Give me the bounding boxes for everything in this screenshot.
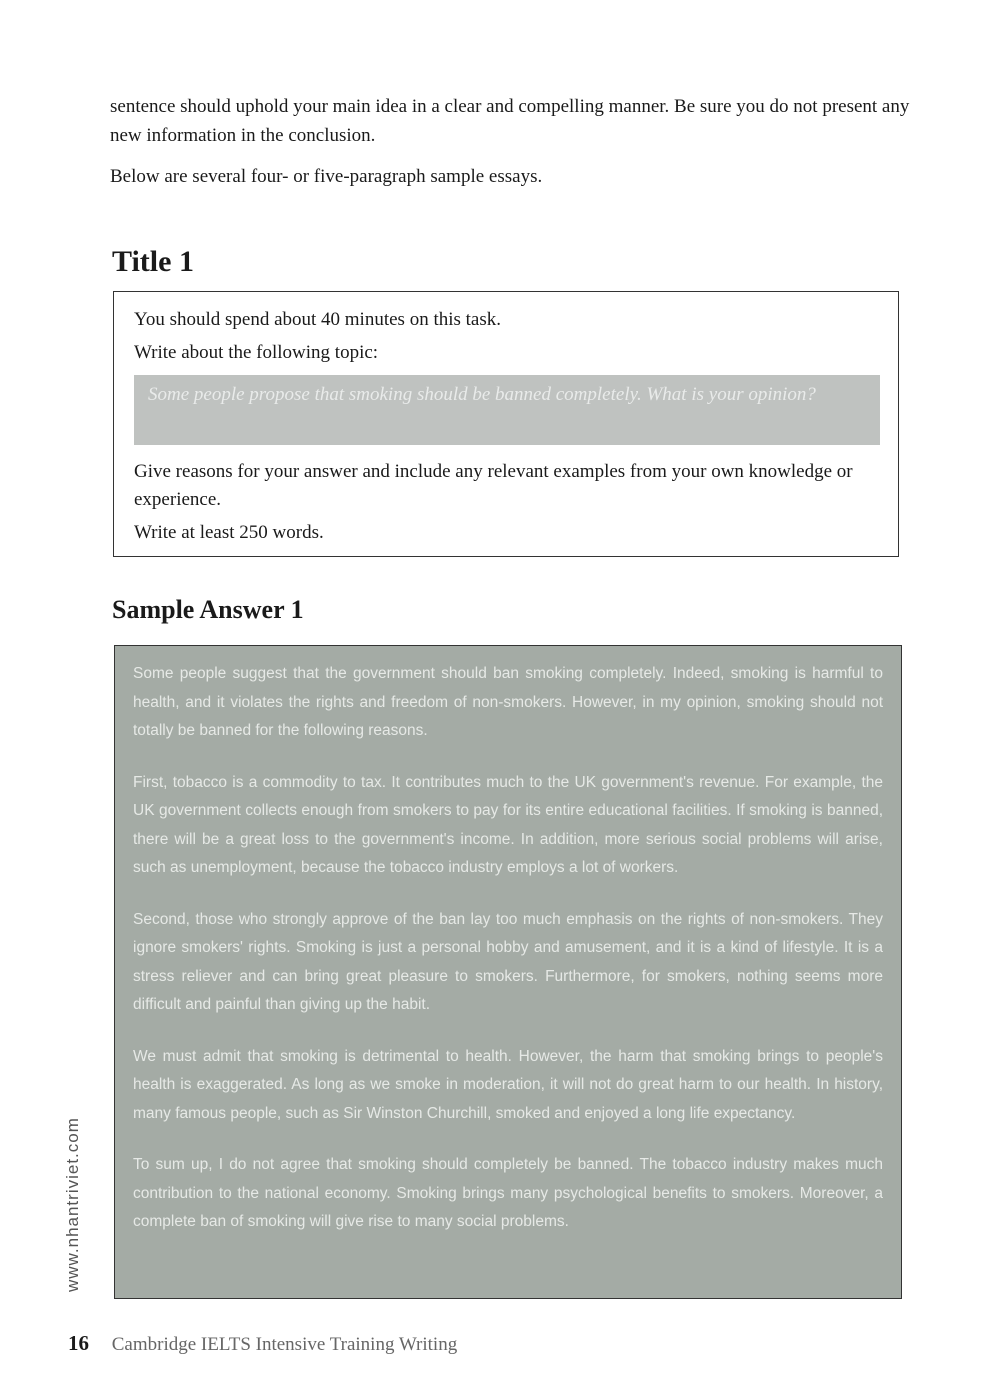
answer-paragraph-3: Second, those who strongly approve of the ban lay too much emphasis on the rights of non-smokers. They ignore smokers' rights. Smoking is just a personal hobby and amusement, and it is a kind of lifestyle. It is a stress reliever and can bring great pleasure to smokers. Furthermore, for smokers, nothing seems more difficult and painful than giving up the habit. [133,910,883,1013]
answer-paragraph-4: We must admit that smoking is detrimental to health. However, the harm that smoking brings to people's health is exaggerated. As long as we smoke in moderation, it will not do great harm to our health. In history, many famous people, such as Sir Winston Churchill, smoked and enjoyed a long life expectancy. [133,1047,883,1122]
answer-paragraph-2: First, tobacco is a commodity to tax. It contributes much to the UK government's revenue. For example, the UK government collects enough from smokers to pay for its entire educational facilities. If smoking is banned, there will be a great loss to the government's income. In addition, more serious social problems will arise, such as unemployment, because the tobacco industry employs a lot of workers. [133,773,883,876]
task-word-count: Write at least 250 words. [134,522,324,543]
answer-paragraph-1: Some people suggest that the government should ban smoking completely. Indeed, smoking is harmful to health, and it violates the rights and freedom of non-smokers. However, in my opinion, smoking should not totally be banned for the following reasons. [133,665,883,739]
intro-text [110,92,910,191]
task-box [113,291,899,557]
intro-below: Below are several four- or five-paragraph sample essays. [110,166,543,187]
task-reasons: Give reasons for your answer and include any relevant examples from your own knowledge or experience. [134,461,853,510]
task-time: You should spend about 40 minutes on this task. [134,309,502,330]
page-number: 16 [68,1331,89,1355]
topic-box: Some people propose that smoking should be banned completely. What is your opinion? [134,375,880,445]
answer-paragraph-5: To sum up, I do not agree that smoking should completely be banned. The tobacco industry makes much contribution to the national economy. Smoking brings many psychological benefits to smokers. Moreover, a complete ban of smoking will give rise to many social problems. [133,1156,883,1230]
sample-answer-box [114,645,902,1299]
page-footer [68,1331,457,1356]
title-1-heading: Title 1 [112,245,194,278]
side-website-url: www.nhantriviet.com [63,1117,82,1292]
task-instruction: Write about the following topic: [134,342,379,363]
intro-continuation: sentence should uphold your main idea in a clear and compelling manner. Be sure you do not present any new information in the conclusion. [110,96,910,146]
book-title: Cambridge IELTS Intensive Training Writing [111,1334,458,1355]
sample-answer-heading: Sample Answer 1 [112,595,304,624]
